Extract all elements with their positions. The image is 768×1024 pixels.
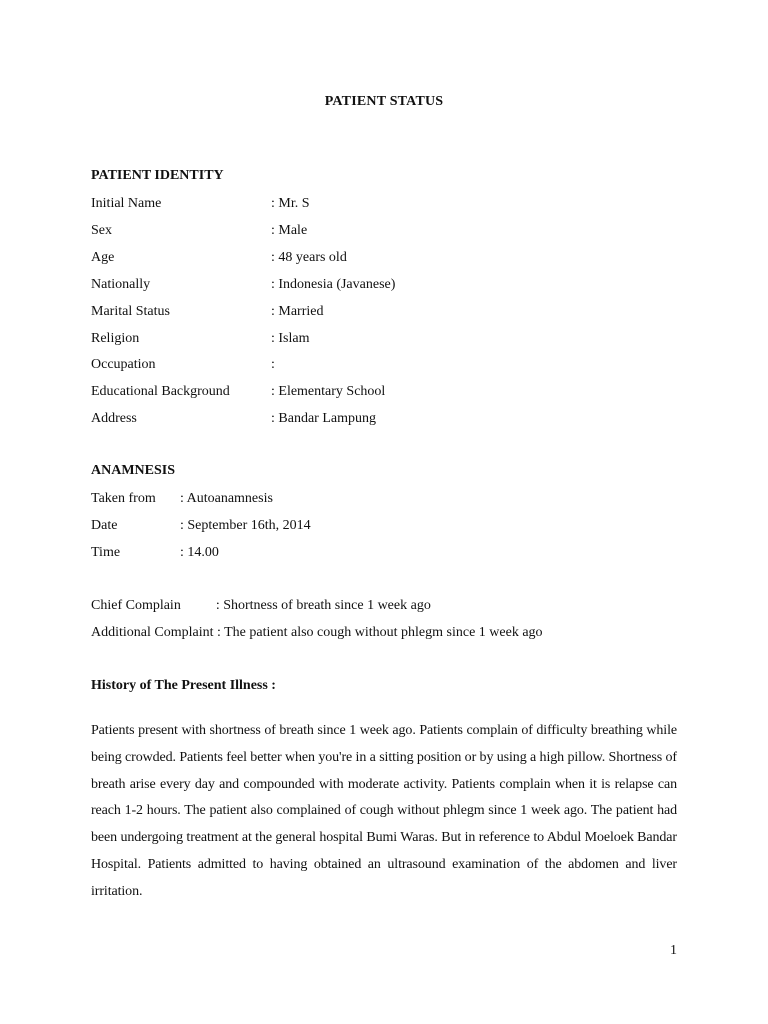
field-value: : [271, 357, 275, 372]
field-label: Time [91, 545, 121, 560]
field-label: Educational Background [91, 384, 230, 399]
field-label: Nationally [91, 277, 151, 292]
field-label: Initial Name [91, 196, 162, 211]
field-label: Date [91, 518, 118, 533]
chief-complaint: Chief Complain : Shortness of breath since 1 week ago [91, 598, 431, 613]
field-label: Religion [91, 331, 140, 346]
field-label: Age [91, 250, 115, 265]
field-label: Taken from [91, 491, 156, 506]
field-value: : 14.00 [180, 545, 219, 560]
document-title: PATIENT STATUS [324, 94, 444, 109]
history-heading: History of The Present Illness : [91, 678, 276, 693]
field-value: : Autoanamnesis [180, 491, 273, 506]
field-label: Sex [91, 223, 112, 238]
field-label: Address [91, 411, 137, 426]
field-label: Occupation [91, 357, 156, 372]
additional-complaint: Additional Complaint : The patient also cough without phlegm since 1 week ago [91, 625, 543, 640]
field-value: : Married [271, 304, 324, 319]
page-number: 1 [670, 943, 677, 958]
history-paragraph: Patients present with shortness of breath since 1 week ago. Patients complain of difficulty breathing while being crowded. Patients feel better when you're in a sitting position or by using a high pillow. Shortness of breath arise every day and compounded with moderate activity. Patients complain when it is relapse can reach 1-2 hours. The patient also complained of cough without phlegm since 1 week ago. The patient had been undergoing treatment at the general hospital Bumi Waras. But in reference to Abdul Moeloek Bandar Hospital. Patients admitted to having obtained an ultrasound examination of the abdomen and liver irritation. [91, 723, 677, 899]
field-value: : Indonesia (Javanese) [271, 277, 396, 292]
field-value: : Elementary School [271, 384, 386, 399]
patient-identity-heading: PATIENT IDENTITY [91, 168, 224, 183]
field-label: Marital Status [91, 304, 170, 319]
field-value: : Islam [271, 331, 310, 346]
field-value: : 48 years old [271, 250, 347, 265]
field-value: : September 16th, 2014 [180, 518, 311, 533]
field-value: : Mr. S [271, 196, 310, 211]
field-value: : Bandar Lampung [271, 411, 376, 426]
field-value: : Male [271, 223, 308, 238]
anamnesis-heading: ANAMNESIS [91, 463, 176, 478]
